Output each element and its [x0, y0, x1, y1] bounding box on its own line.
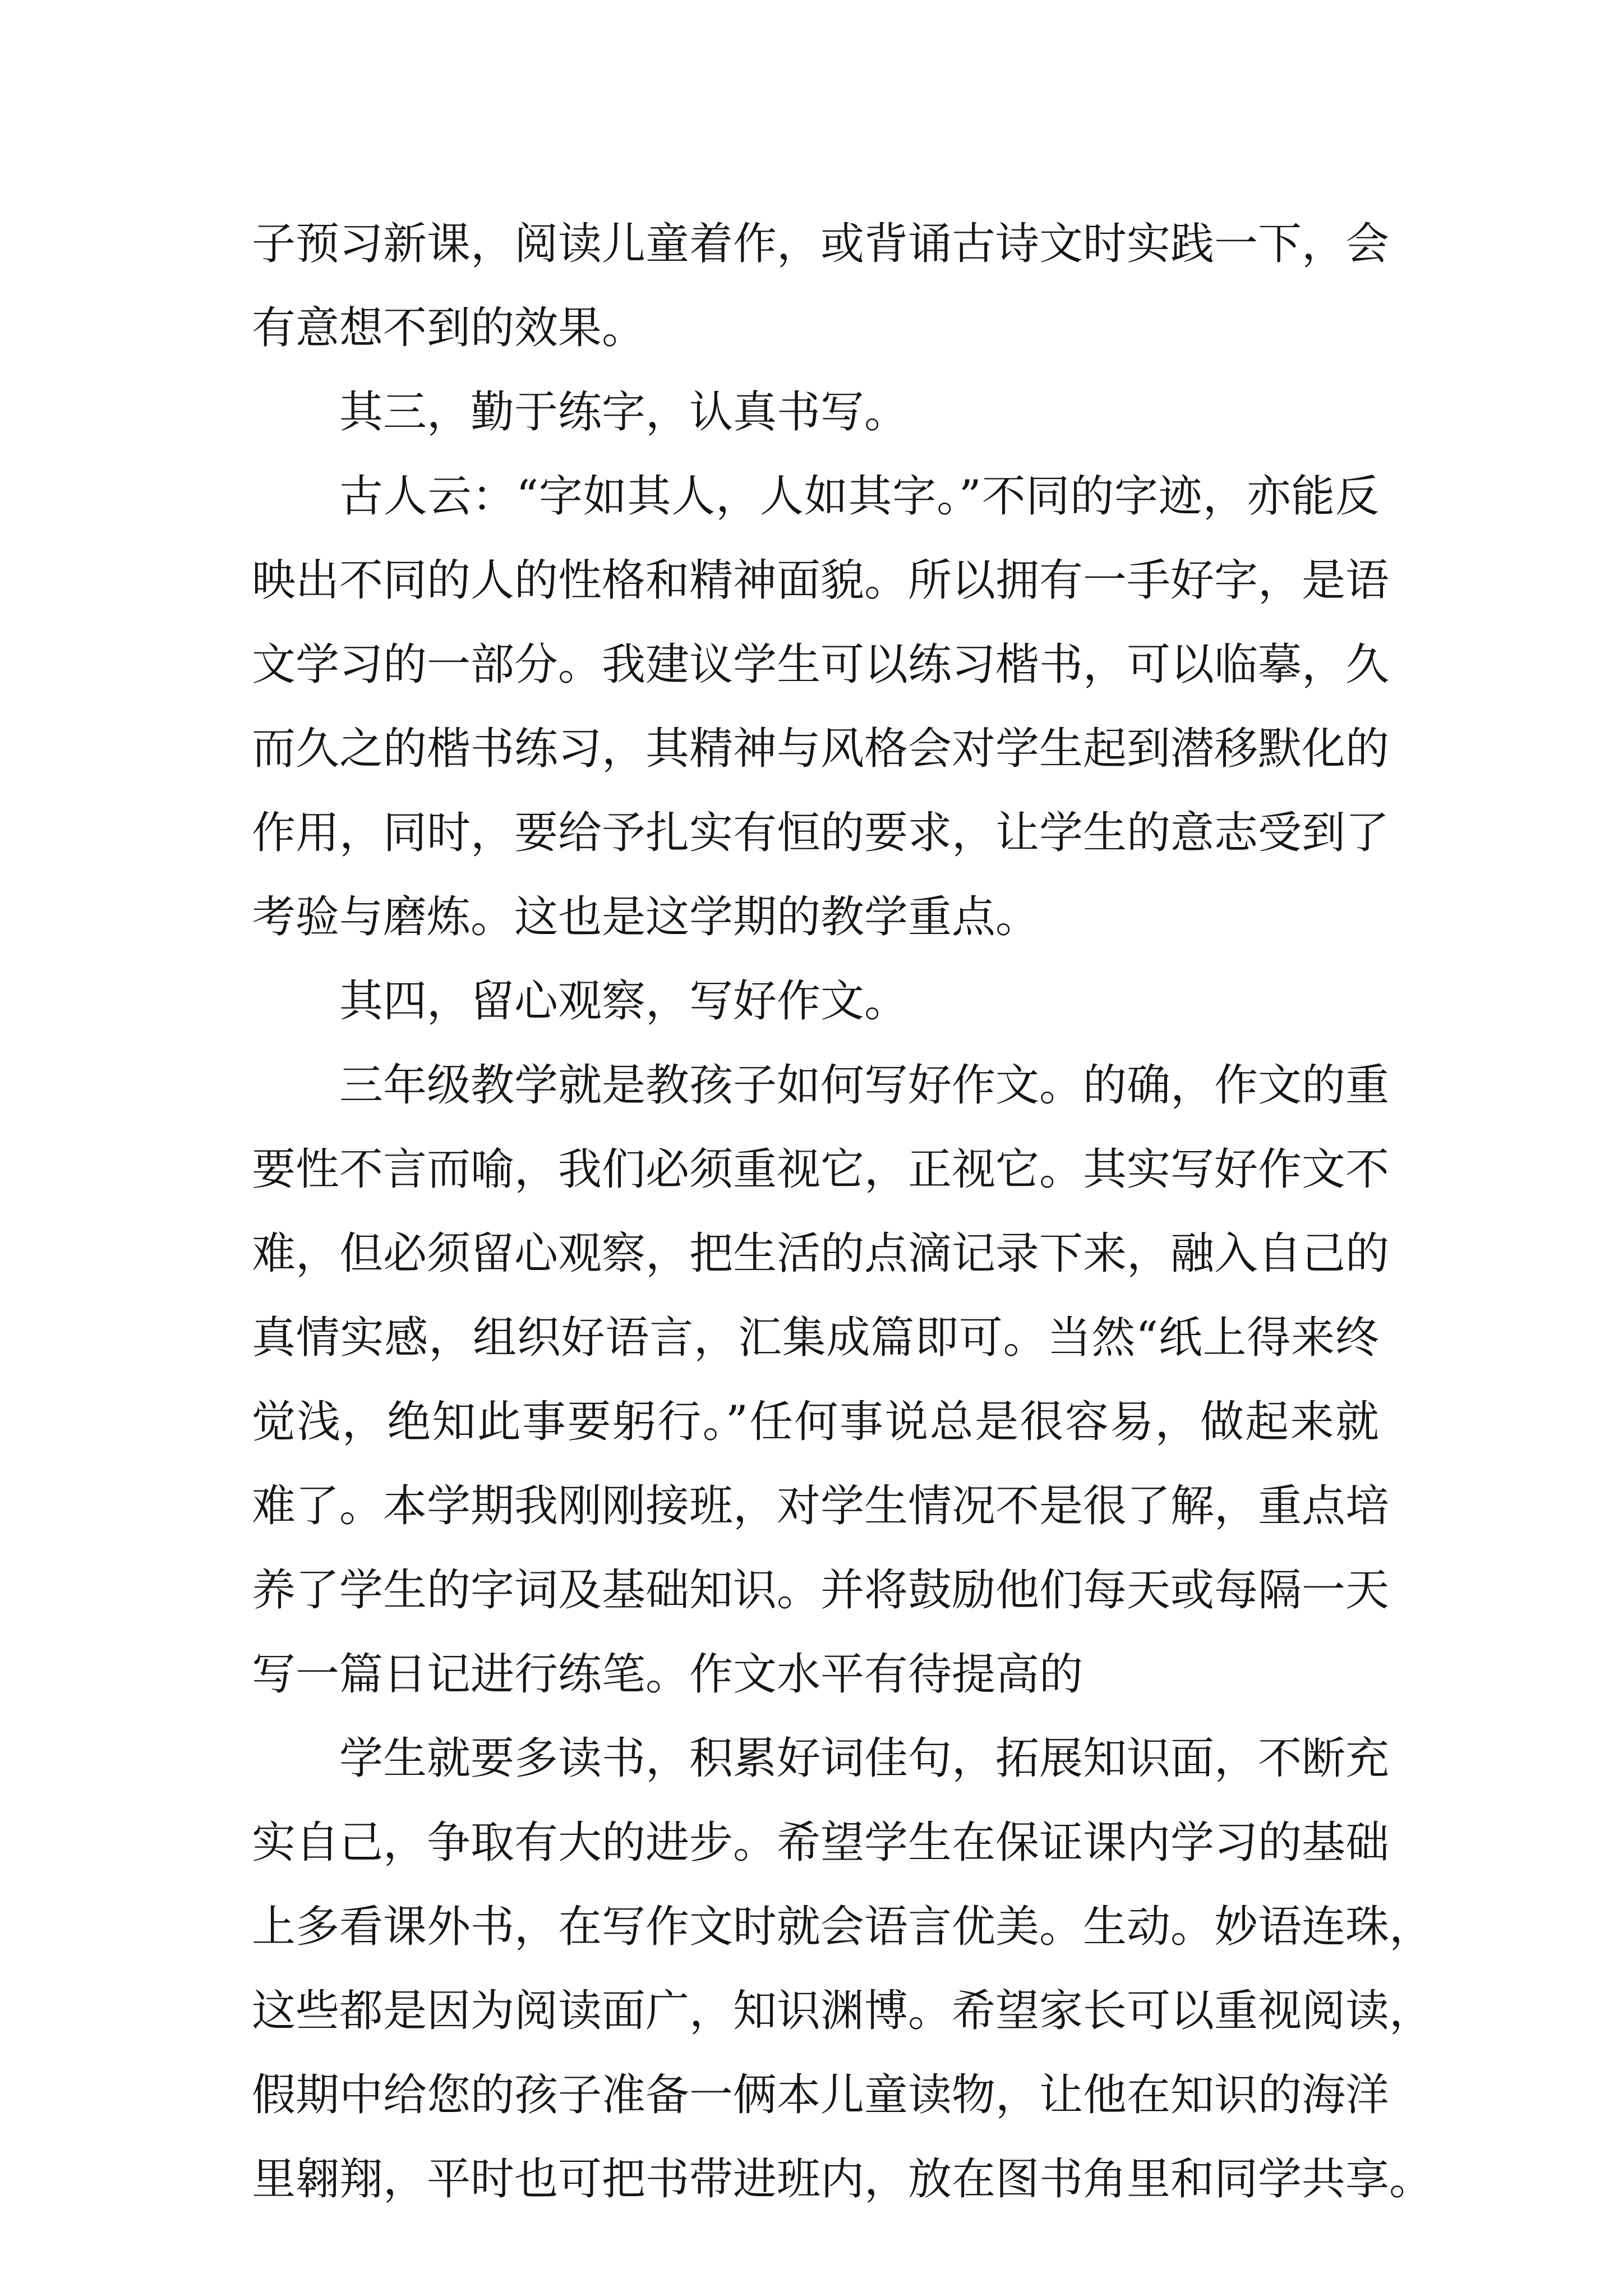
text-line: 古人云：“字如其人，人如其字。”不同的字迹，亦能反	[339, 471, 1379, 522]
text-line: 而久之的楷书练习，其精神与风格会对学生起到潜移默化的	[252, 724, 1390, 774]
text-line: 作用，同时，要给予扎实有恒的要求，让学生的意志受到了	[252, 808, 1390, 858]
text-line: 映出不同的人的性格和精神面貌。所以拥有一手好字，是语	[252, 555, 1390, 606]
text-line: 三年级教学就是教孩子如何写好作文。的确，作文的重	[339, 1060, 1390, 1111]
text-line: 这些都是因为阅读面广，知识渊博。希望家长可以重视阅读，	[252, 1986, 1433, 2036]
document-body	[252, 202, 1433, 2221]
text-line: 觉浅，绝知此事要躬行。”任何事说总是很容易，做起来就	[252, 1397, 1379, 1447]
text-line: 里翱翔，平时也可把书带进班内，放在图书角里和同学共享。	[252, 2154, 1433, 2205]
text-line: 假期中给您的孩子准备一俩本儿童读物，让他在知识的海洋	[252, 2070, 1390, 2120]
text-line: 真情实感，组织好语言，汇集成篇即可。当然“纸上得来终	[252, 1313, 1379, 1363]
text-line: 考验与磨炼。这也是这学期的教学重点。	[252, 892, 1040, 942]
text-line: 难，但必须留心观察，把生活的点滴记录下来，融入自己的	[252, 1228, 1390, 1279]
text-line: 上多看课外书，在写作文时就会语言优美。生动。妙语连珠，	[252, 1902, 1433, 1952]
text-line: 写一篇日记进行练笔。作文水平有待提高的	[252, 1649, 1083, 1700]
text-line: 其三，勤于练字，认真书写。	[339, 387, 909, 438]
text-line: 要性不言而喻，我们必须重视它，正视它。其实写好作文不	[252, 1144, 1390, 1195]
text-line: 难了。本学期我刚刚接班，对学生情况不是很了解，重点培	[252, 1481, 1390, 1531]
text-line: 文学习的一部分。我建议学生可以练习楷书，可以临摹，久	[252, 639, 1390, 690]
text-line: 其四，留心观察，写好作文。	[339, 976, 909, 1027]
text-line: 学生就要多读书，积累好词佳句，拓展知识面，不断充	[339, 1733, 1390, 1784]
text-line: 实自己，争取有大的进步。希望学生在保证课内学习的基础	[252, 1818, 1390, 1868]
text-line: 有意想不到的效果。	[252, 303, 646, 353]
text-line: 子预习新课，阅读儿童着作，或背诵古诗文时实践一下，会	[252, 219, 1390, 269]
text-line: 养了学生的字词及基础知识。并将鼓励他们每天或每隔一天	[252, 1565, 1390, 1616]
